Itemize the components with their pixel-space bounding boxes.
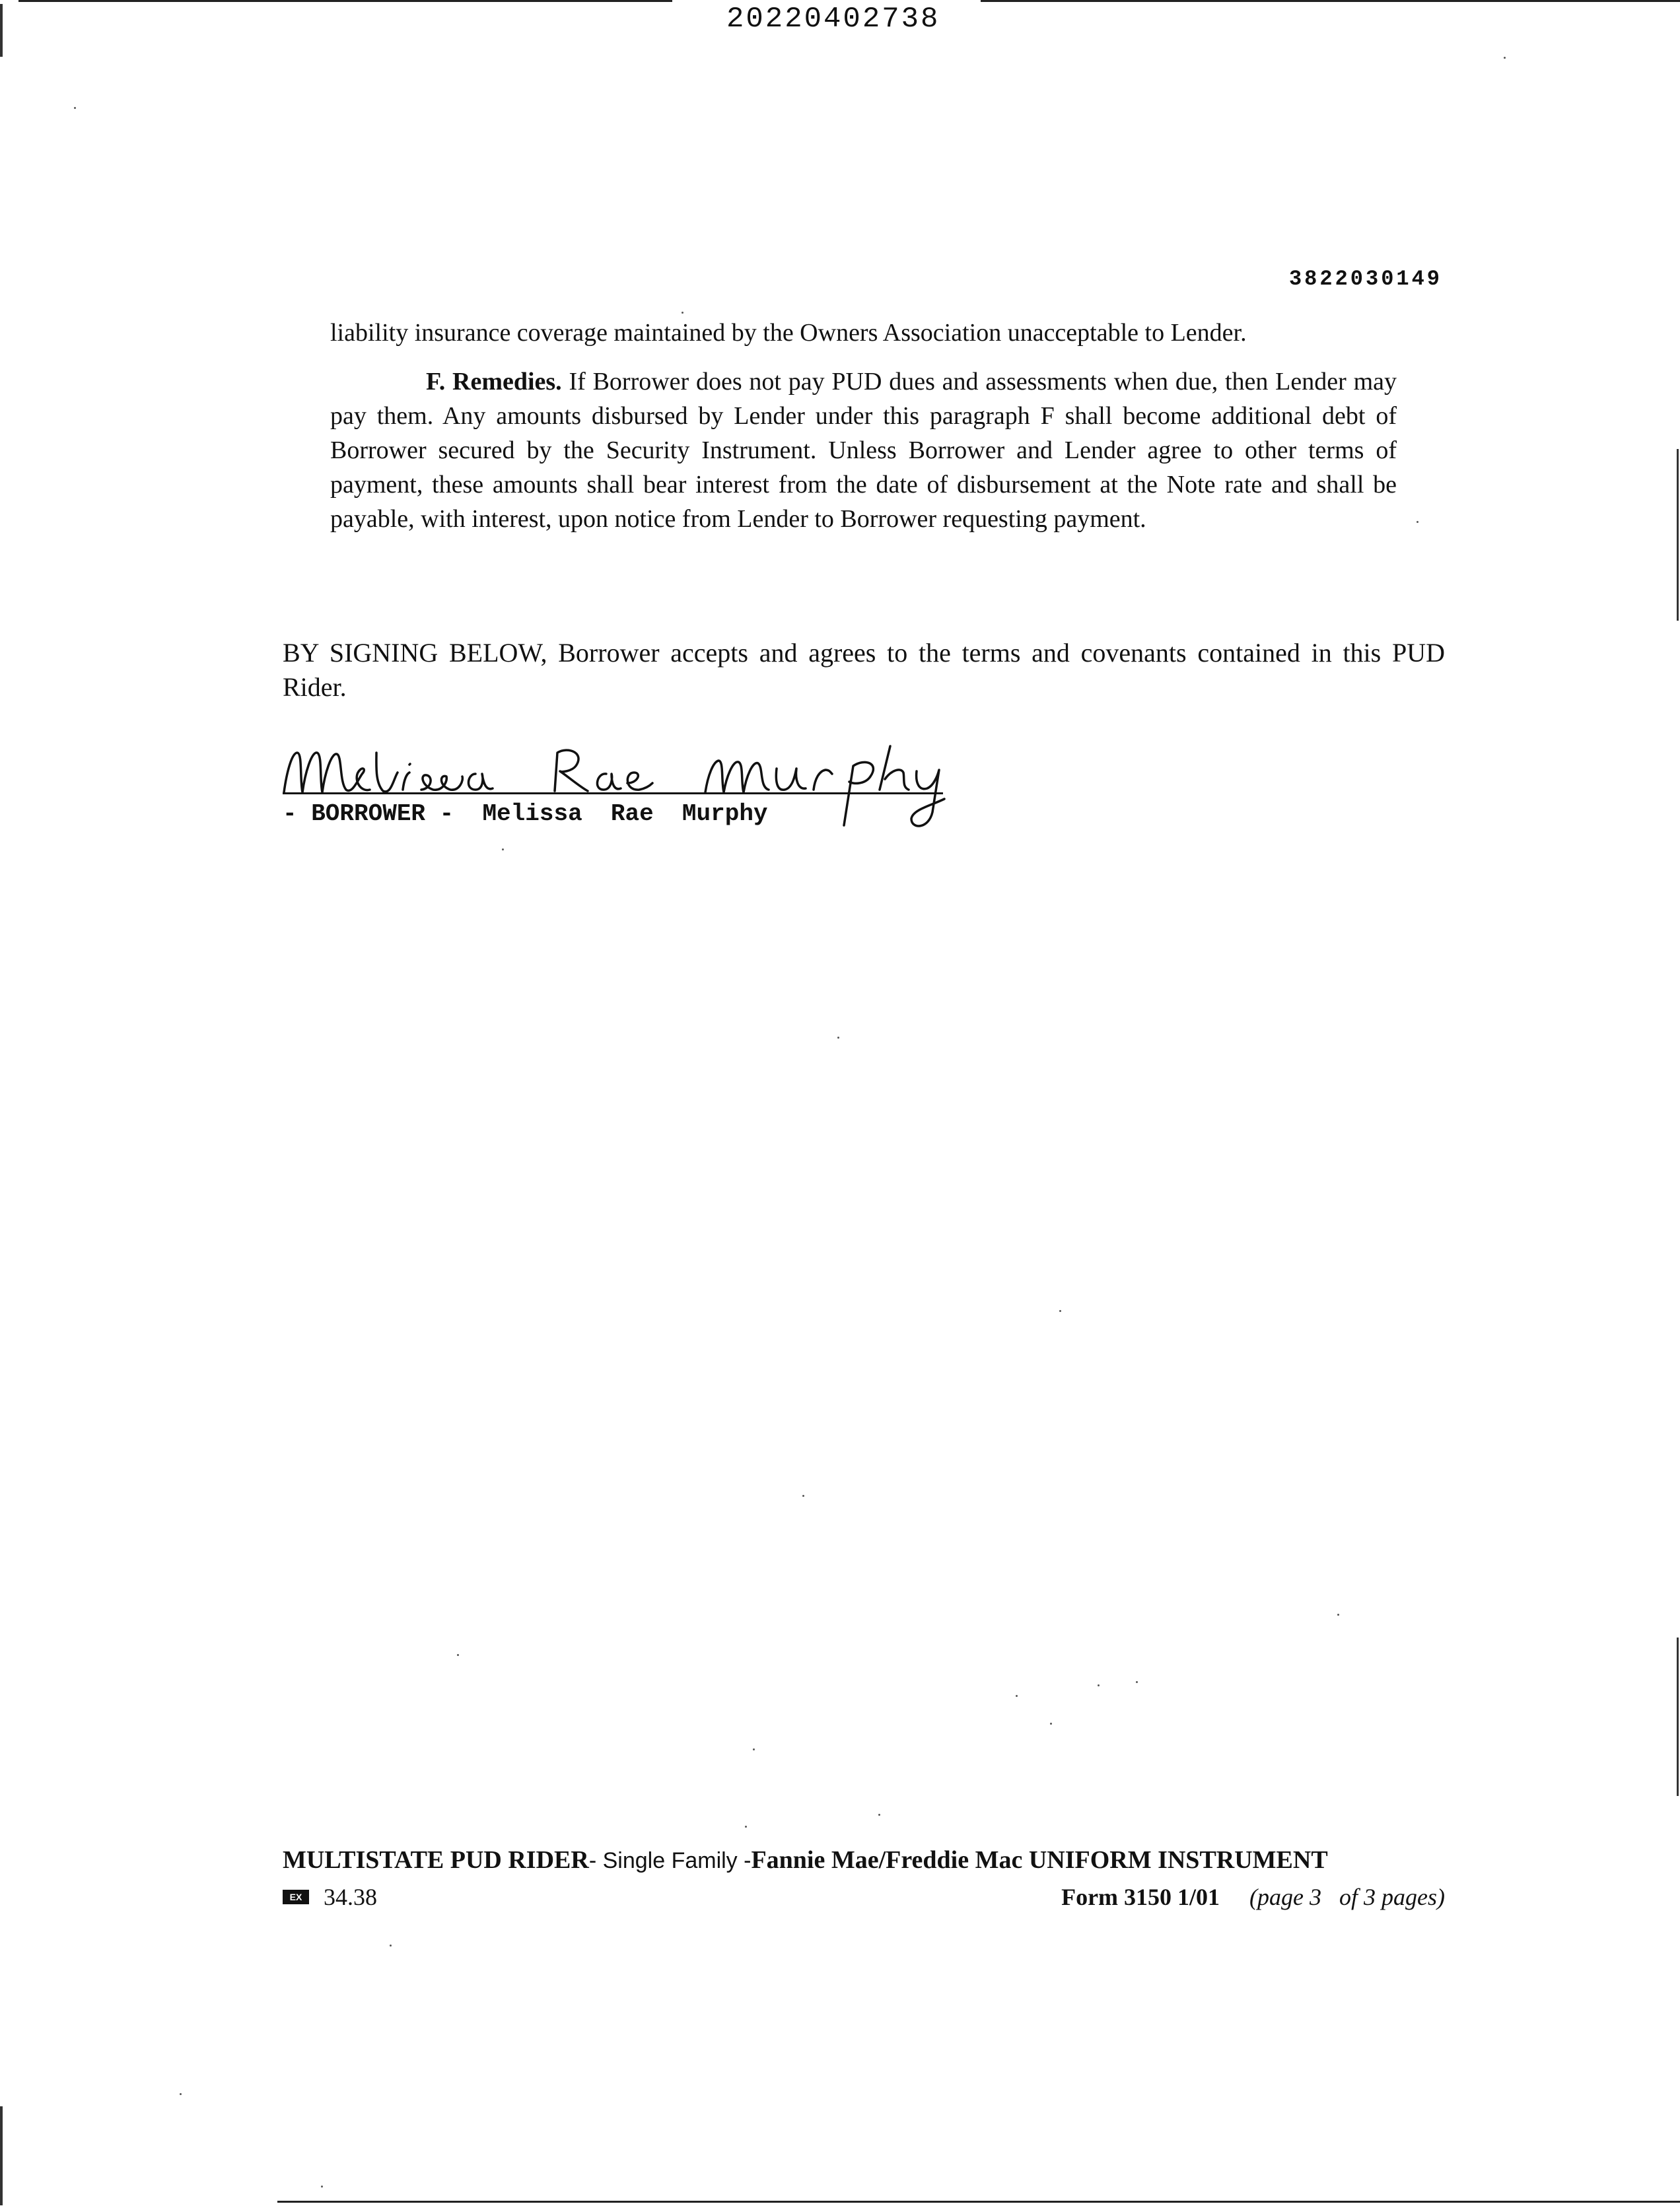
scan-speck [502,848,504,850]
left-edge-scan-mark [0,4,3,57]
top-border-rule-right [981,0,1680,2]
right-edge-scan-mark-2 [1677,1638,1679,1796]
bottom-border-rule [277,2201,1680,2203]
page-label: (page 3 of 3 pages) [1249,1884,1445,1910]
form-footer-line [283,1883,1445,1916]
remedies-text: If Borrower does not pay PUD dues and assessments when due, then Lender may pay them. Any amounts disbursed by Lender under this paragraph F shall become additional debt of Borrower secured by the Security Instrument. Unless Borrower and Lender agree to other terms of payment, these amounts shall bear interest from the date of disbursement at the Note rate and shall be payable, with interest, upon notice from Lender to Borrower requesting payment. [330,368,1397,533]
scan-speck [390,1945,392,1947]
scan-speck [837,1037,839,1039]
signing-statement: BY SIGNING BELOW, Borrower accepts and agrees to the terms and covenants contained in this PUD Rider. [283,638,1445,702]
signature-line [283,792,943,794]
ellie-mae-logo-icon: EX [283,1890,309,1904]
remedies-heading: F. Remedies. [426,368,562,396]
scan-speck [802,1495,804,1497]
form-title-instrument: Fannie Mae/Freddie Mac UNIFORM INSTRUMENT [751,1846,1328,1874]
left-edge-scan-mark-bottom [0,2106,3,2205]
form-code: 34.38 [324,1884,377,1910]
form-label: Form 3150 1/01 [1061,1884,1220,1910]
scan-speck [321,2186,323,2188]
scan-speck [1098,1684,1100,1686]
right-edge-scan-mark [1677,449,1679,621]
scan-speck [1136,1681,1138,1683]
scan-speck [1050,1723,1052,1725]
form-title [283,1846,1328,1875]
scan-speck [1059,1310,1061,1312]
recording-number: 20220402738 [726,3,940,36]
scan-speck [1504,57,1506,59]
scan-speck [74,107,76,109]
scan-speck [1417,521,1418,523]
scan-speck [878,1814,880,1816]
loan-number: 3822030149 [1288,267,1442,291]
scan-speck [1016,1695,1018,1697]
form-title-main: MULTISTATE PUD RIDER [283,1846,589,1874]
scan-speck [457,1654,459,1656]
scan-speck [745,1826,747,1828]
scan-speck [753,1748,755,1750]
continuation-paragraph: liability insurance coverage maintained by the Owners Association unacceptable to Lender. [330,319,1247,347]
form-number [1061,1883,1445,1911]
scan-speck [682,312,683,314]
scan-speck [180,2093,182,2095]
remedies-paragraph [330,364,1397,536]
borrower-label: - BORROWER - Melissa Rae Murphy [283,800,768,827]
scan-speck [1337,1614,1339,1616]
form-title-subtype: - Single Family - [588,1848,752,1873]
top-border-rule-left [18,0,672,2]
